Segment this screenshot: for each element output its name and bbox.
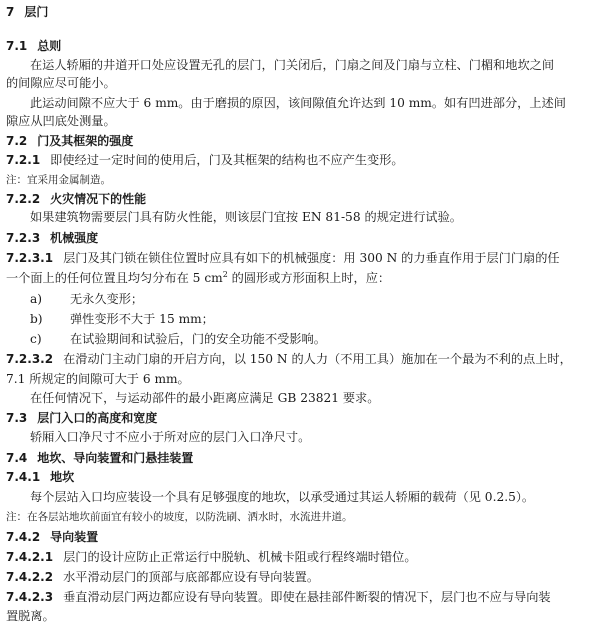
clause-7-4-2-3: 7.4.2.3 垂直滑动层门两边都应设有导向装置。即使在悬挂部件断裂的情况下，层门也不应与导向装 (6, 590, 551, 604)
clause-7-4-2-3-line2: 置脱离。 (6, 609, 55, 623)
heading-7-2-2: 7.2.2 火灾情况下的性能 (6, 192, 147, 206)
list-item: b) 弹性变形不大于 15 mm； (30, 312, 214, 326)
clause-7-4-2-2: 7.4.2.2 水平滑动层门的顶部与底部都应设有导向装置。 (6, 570, 320, 584)
list-item: c) 在试验期间和试验后，门的安全功能不受影响。 (30, 332, 326, 346)
para-7-2-2: 如果建筑物需要层门具有防火性能，则该层门宜按 EN 81-58 的规定进行试验。 (30, 210, 462, 224)
clause-7-2-3-2: 7.2.3.2 在滑动门主动门扇的开启方向，以 150 N 的人力（不用工具）施加在一个最为不利的点上时， (6, 352, 572, 366)
clause-7-4-2-1: 7.4.2.1 层门的设计应防止正常运行中脱轨、机械卡阻或行程终端时错位。 (6, 550, 417, 564)
clause-7-2-1: 7.2.1 即使经过一定时间的使用后，门及其框架的结构也不应产生变形。 (6, 153, 404, 167)
para-7-1-line: 在运人轿厢的井道开口处应设置无孔的层门，门关闭后，门扇之间及门扇与立柱、门楣和地坎之间 (30, 58, 555, 72)
list-item: a) 无永久变形； (30, 292, 144, 306)
heading-7-2: 7.2 门及其框架的强度 (6, 134, 134, 148)
note-7-4-1: 注：在各层站地坎前面宜有较小的坡度，以防洗刷、洒水时，水流进井道。 (6, 511, 353, 523)
para-7-1-line: 此运动间隙不应大于 6 mm。由于磨损的原因，该间隙值允许达到 10 mm。如有凹进部分，上述间 (30, 96, 566, 110)
clause-7-2-3-2-line2: 7.1 所规定的间隙可大于 6 mm。 (6, 372, 190, 386)
section-heading-7: 7 层门 (6, 5, 49, 19)
note-7-2-1: 注：宜采用金属制造。 (6, 174, 111, 186)
heading-7-1: 7.1 总则 (6, 39, 62, 53)
clause-7-2-3-1: 7.2.3.1 层门及其门锁在锁住位置时应具有如下的机械强度：用 300 N 的力垂直作用于层门门扇的任 (6, 251, 560, 265)
heading-7-4-2: 7.4.2 导向装置 (6, 530, 99, 544)
heading-7-2-3: 7.2.3 机械强度 (6, 231, 99, 245)
heading-7-3: 7.3 层门入口的高度和宽度 (6, 411, 158, 425)
heading-7-4-1: 7.4.1 地坎 (6, 470, 75, 484)
para-7-4-1: 每个层站入口均应装设一个具有足够强度的地坎，以承受通过其运人轿厢的载荷（见 0.2.5）。 (30, 490, 535, 504)
clause-7-2-3-2-line3: 在任何情况下，与运动部件的最小距离应满足 GB 23821 要求。 (30, 391, 380, 405)
para-7-1-line: 隙应从凹底处测量。 (6, 114, 116, 128)
heading-7-4: 7.4 地坎、导向装置和门悬挂装置 (6, 451, 194, 465)
para-7-1-line: 的间隙应尽可能小。 (6, 76, 116, 90)
para-7-3: 轿厢入口净尺寸不应小于所对应的层门入口净尺寸。 (30, 430, 311, 444)
clause-7-2-3-1-line2: 一个面上的任何位置且均匀分布在 5 $cm^2$ 的圆形或方形面积上时，应： (6, 270, 391, 285)
